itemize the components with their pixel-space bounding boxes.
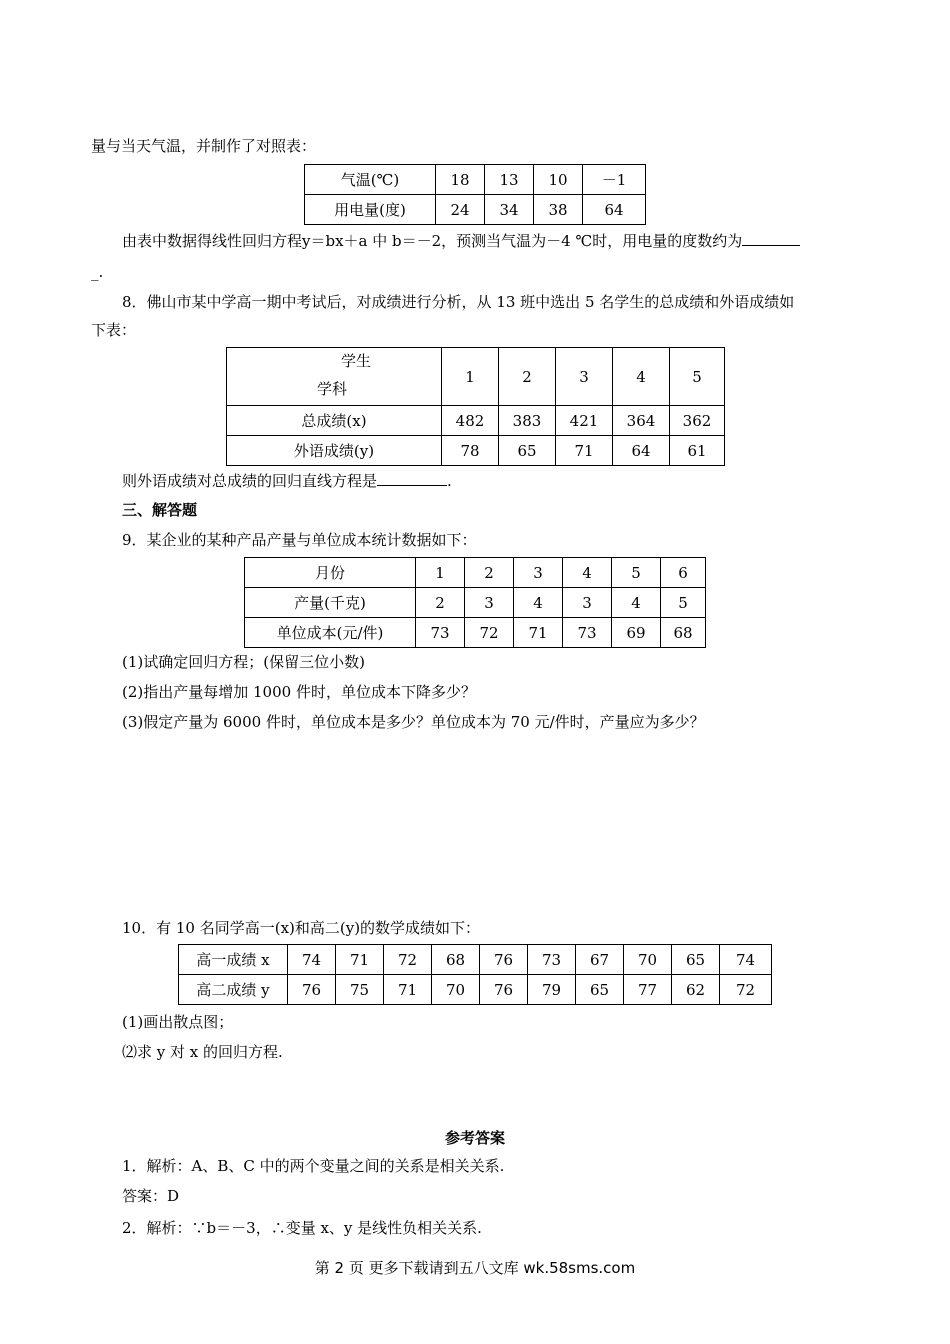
table-cell: 383: [499, 406, 556, 436]
table-cell: －1: [583, 165, 646, 195]
table-cell: 产量(千克): [245, 588, 416, 618]
table-cell: 79: [528, 975, 576, 1005]
q10-table: [178, 944, 772, 1005]
table-cell: 1: [416, 558, 465, 588]
answer-blank: [377, 470, 447, 486]
table-cell: 69: [612, 618, 661, 648]
q9-sub1: (1)试确定回归方程；(保留三位小数): [122, 653, 365, 671]
table-cell: 70: [624, 945, 672, 975]
q7-question: [122, 230, 800, 251]
table-cell: 2: [499, 348, 556, 406]
table-cell: 气温(℃): [305, 165, 436, 195]
table-cell: 73: [528, 945, 576, 975]
header-top: 学生: [341, 352, 372, 370]
table-cell: 74: [288, 945, 336, 975]
table-cell: 65: [672, 945, 720, 975]
q8-question: [122, 470, 452, 491]
table-cell: 高一成绩 x: [179, 945, 288, 975]
table-cell: 362: [670, 406, 725, 436]
q8-line2: 下表：: [91, 321, 137, 339]
table-row: [245, 558, 706, 588]
answer-1-result: 答案：D: [122, 1187, 180, 1205]
table-cell: 68: [432, 945, 480, 975]
table-cell: 5: [670, 348, 725, 406]
table-cell: 38: [534, 195, 583, 225]
table-cell: 364: [613, 406, 670, 436]
table-cell: 71: [556, 436, 613, 466]
table-cell: 65: [499, 436, 556, 466]
table-cell: 76: [288, 975, 336, 1005]
q8-question-text: 则外语成绩对总成绩的回归直线方程是: [122, 472, 378, 490]
table-cell: 71: [514, 618, 563, 648]
table-cell: 77: [624, 975, 672, 1005]
table-cell: 70: [432, 975, 480, 1005]
table-cell: 单位成本(元/件): [245, 618, 416, 648]
answer-blank: [742, 230, 800, 246]
answer-2: 2．解析：∵b＝－3，∴变量 x、y 是线性负相关关系.: [122, 1219, 482, 1237]
table-row: [179, 975, 772, 1005]
table-row: [305, 195, 646, 225]
answers-title: 参考答案: [444, 1129, 505, 1147]
table-cell: 4: [612, 588, 661, 618]
table-row: [305, 165, 646, 195]
table-row: [245, 618, 706, 648]
header-bottom: 学科: [317, 380, 348, 398]
table-cell: 34: [485, 195, 534, 225]
table-cell: 24: [436, 195, 485, 225]
q9-sub3: (3)假定产量为 6000 件时，单位成本是多少？单位成本为 70 元/件时，产量应为多少？: [122, 713, 705, 731]
table-cell: 73: [563, 618, 612, 648]
table-cell: 68: [661, 618, 706, 648]
table-cell: 76: [480, 945, 528, 975]
table-cell: 72: [384, 945, 432, 975]
table-cell: 1: [442, 348, 499, 406]
table-cell: 62: [672, 975, 720, 1005]
table-row: [245, 588, 706, 618]
section-heading: 三、解答题: [122, 501, 198, 519]
table-cell: 6: [661, 558, 706, 588]
page-footer: 第 2 页 更多下载请到五八文库 wk.58sms.com: [314, 1259, 636, 1277]
table-cell: 72: [720, 975, 772, 1005]
q8-table: [226, 347, 725, 466]
diagonal-header-cell: [227, 348, 442, 406]
table-cell: 4: [563, 558, 612, 588]
answer-1: 1．解析：A、B、C 中的两个变量之间的关系是相关关系.: [122, 1157, 505, 1175]
table-row: [227, 436, 725, 466]
q10-sub2: ⑵求 y 对 x 的回归方程.: [122, 1043, 283, 1061]
table-cell: 482: [442, 406, 499, 436]
table-cell: 10: [534, 165, 583, 195]
table-cell: 64: [613, 436, 670, 466]
table-cell: 74: [720, 945, 772, 975]
table-cell: 13: [485, 165, 534, 195]
table-cell: 64: [583, 195, 646, 225]
table-cell: 高二成绩 y: [179, 975, 288, 1005]
q7-text-a: 由表中数据得线性回归方程: [122, 232, 303, 250]
table-cell: 月份: [245, 558, 416, 588]
table-cell: 67: [576, 945, 624, 975]
q7-intro: 量与当天气温，并制作了对照表：: [91, 137, 317, 155]
table-cell: 65: [576, 975, 624, 1005]
q8-end: .: [447, 472, 452, 490]
table-cell: 421: [556, 406, 613, 436]
table-cell: 3: [465, 588, 514, 618]
table-cell: 3: [514, 558, 563, 588]
q9-sub2: (2)指出产量每增加 1000 件时，单位成本下降多少？: [122, 683, 476, 701]
table-cell: 78: [442, 436, 499, 466]
q9-intro: 9．某企业的某种产品产量与单位成本统计数据如下：: [122, 531, 477, 549]
table-cell: 76: [480, 975, 528, 1005]
table-cell: 5: [612, 558, 661, 588]
q7-text-b: y＝bx＋a 中 b＝－2，预测当气温为－4 ℃时，用电量的度数约为: [302, 232, 743, 250]
table-cell: 总成绩(x): [227, 406, 442, 436]
table-cell: 73: [416, 618, 465, 648]
table-cell: 4: [514, 588, 563, 618]
table-cell: 2: [416, 588, 465, 618]
table-cell: 18: [436, 165, 485, 195]
q7-cont: _.: [91, 263, 104, 281]
table-cell: 72: [465, 618, 514, 648]
table-cell: 外语成绩(y): [227, 436, 442, 466]
table-cell: 71: [336, 945, 384, 975]
q7-table: [304, 164, 646, 225]
table-cell: 75: [336, 975, 384, 1005]
q10-sub1: (1)画出散点图；: [122, 1013, 234, 1031]
table-row: [227, 348, 725, 406]
table-cell: 3: [563, 588, 612, 618]
table-cell: 71: [384, 975, 432, 1005]
table-cell: 2: [465, 558, 514, 588]
table-row: [179, 945, 772, 975]
table-cell: 5: [661, 588, 706, 618]
q9-table: [244, 557, 706, 648]
table-row: [227, 406, 725, 436]
q8-line1: 8．佛山市某中学高一期中考试后，对成绩进行分析，从 13 班中选出 5 名学生的总成绩和外语成绩如: [122, 293, 795, 311]
table-cell: 61: [670, 436, 725, 466]
table-cell: 3: [556, 348, 613, 406]
q10-intro: 10．有 10 名同学高一(x)和高二(y)的数学成绩如下：: [122, 919, 481, 937]
table-cell: 用电量(度): [305, 195, 436, 225]
table-cell: 4: [613, 348, 670, 406]
